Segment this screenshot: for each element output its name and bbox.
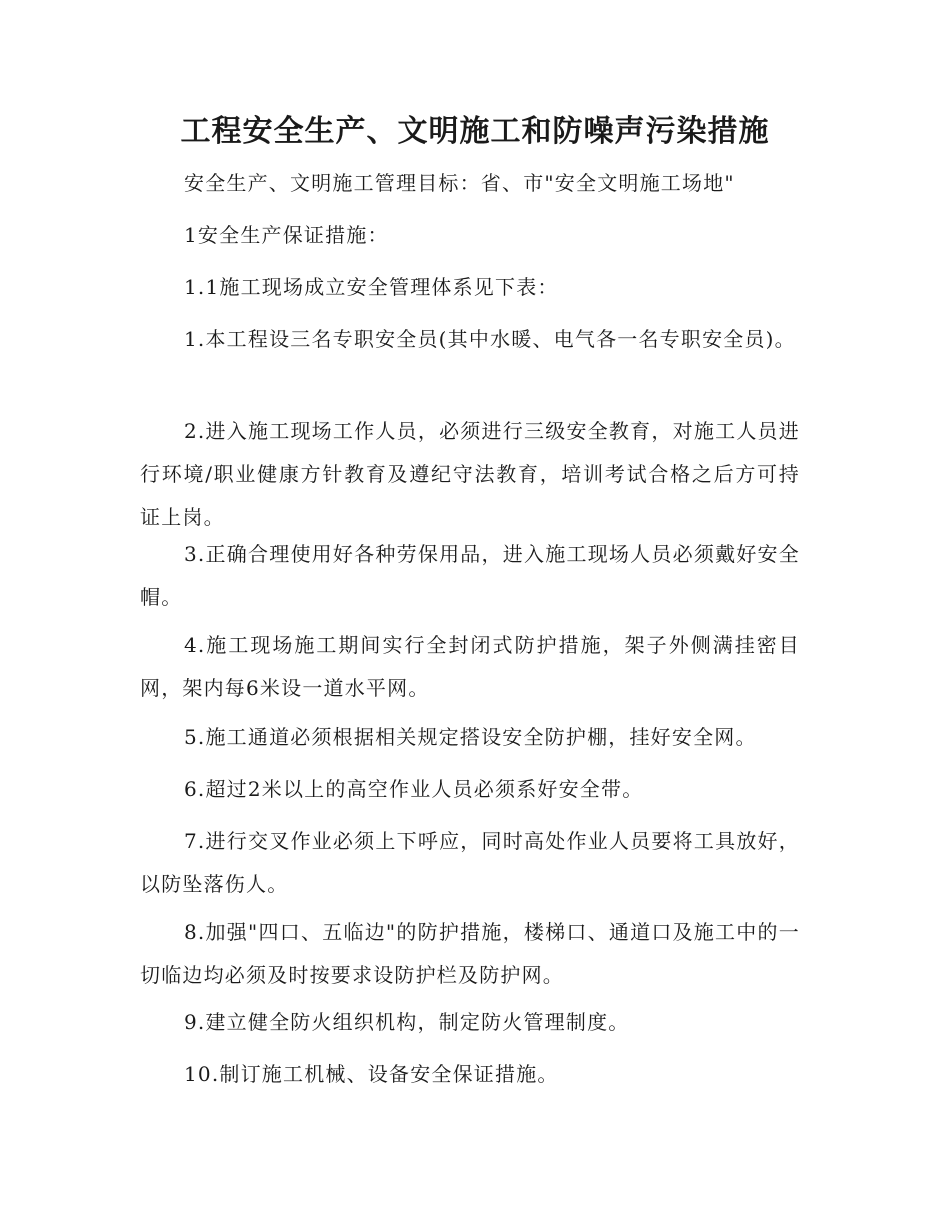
paragraph-item-9: 9.建立健全防火组织机构，制定防火管理制度。: [184, 1010, 630, 1034]
paragraph-section-1-1: 1.1施工现场成立安全管理体系见下表：: [184, 275, 559, 299]
paragraph-item-1: 1.本工程设三名专职安全员(其中水暖、电气各一名专职安全员)。: [184, 327, 796, 351]
paragraph-item-10: 10.制订施工机械、设备安全保证措施。: [184, 1062, 559, 1086]
paragraph-item-4: 4.施工现场施工期间实行全封闭式防护措施，架子外侧满挂密目网，架内每6米设一道水平网。: [140, 633, 800, 700]
paragraph-section-1: 1安全生产保证措施：: [184, 223, 389, 247]
paragraph-item-2: 2.进入施工现场工作人员，必须进行三级安全教育，对施工人员进行环境/职业健康方针教育及遵纪守法教育，培训考试合格之后方可持证上岗。: [140, 419, 800, 529]
document-title: 工程安全生产、文明施工和防噪声污染措施: [180, 114, 770, 149]
paragraph-item-3: 3.正确合理使用好各种劳保用品，进入施工现场人员必须戴好安全帽。: [140, 542, 800, 609]
paragraph-item-8: 8.加强"四口、五临边"的防护措施，楼梯口、通道口及施工中的一切临边均必须及时按要求设防护栏及防护网。: [140, 920, 800, 987]
paragraph-management-goal: 安全生产、文明施工管理目标：省、市"安全文明施工场地": [184, 171, 735, 195]
paragraph-item-7: 7.进行交叉作业必须上下呼应，同时高处作业人员要将工具放好，以防坠落伤人。: [140, 829, 800, 896]
paragraph-item-6: 6.超过2米以上的高空作业人员必须系好安全带。: [184, 777, 644, 801]
paragraph-item-5: 5.施工通道必须根据相关规定搭设安全防护棚，挂好安全网。: [184, 725, 757, 749]
